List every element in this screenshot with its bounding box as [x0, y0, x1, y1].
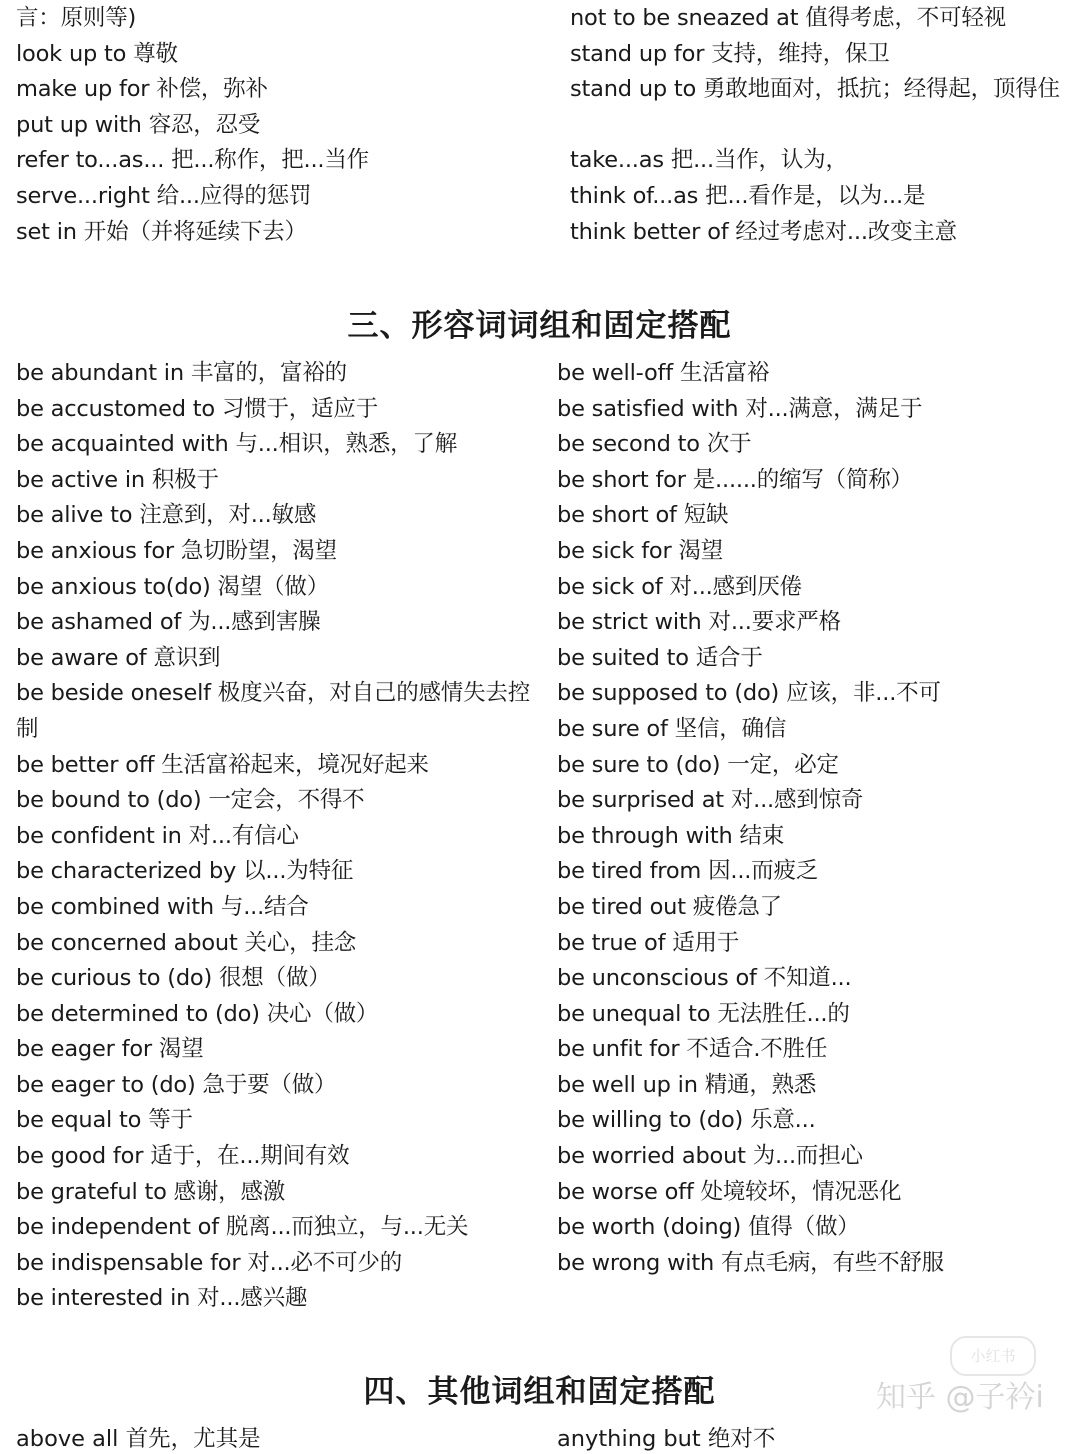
phrase-entry: stand up to 勇敢地面对，抵抗；经得起，顶得住 [570, 76, 1060, 103]
phrase-entry: not to be sneazed at 值得考虑，不可轻视 [570, 5, 1006, 31]
section-3-right-column [557, 356, 1077, 1281]
phrase-entry: be sure of 坚信，确信 [557, 715, 787, 742]
phrase-entry: be second to 次于 [557, 431, 752, 458]
phrase-entry: be alive to 注意到，对...敏感 [16, 502, 317, 529]
phrase-entry: be accustomed to 习惯于，适应于 [16, 395, 379, 422]
phrase-entry: be characterized by 以...为特征 [16, 858, 354, 885]
phrase-entry: be eager for 渴望 [16, 1036, 204, 1063]
phrase-entry: be unequal to 无法胜任...的 [557, 1000, 850, 1027]
phrase-entry: think of...as 把...看作是，以为...是 [570, 182, 926, 209]
phrase-entry: be better off 生活富裕起来，境况好起来 [16, 751, 429, 778]
top-right-column [570, 1, 1075, 250]
phrase-entry: be acquainted with 与...相识，熟悉，了解 [16, 431, 458, 458]
phrase-entry: be anxious to(do) 渴望（做） [16, 573, 330, 600]
phrase-entry: 言：原则等) [16, 5, 137, 31]
phrase-entry: be unfit for 不适合.不胜任 [557, 1036, 828, 1063]
phrase-entry: be willing to (do) 乐意... [557, 1107, 816, 1134]
phrase-entry: be beside oneself 极度兴奋，对自己的感情失去控制 [16, 680, 531, 742]
phrase-entry: be grateful to 感谢，感激 [16, 1178, 286, 1205]
phrase-entry: be abundant in 丰富的，富裕的 [16, 360, 347, 386]
phrase-entry: be suited to 适合于 [557, 644, 763, 671]
phrase-entry: be short for 是......的缩写（简称） [557, 466, 913, 493]
top-left-column [16, 1, 536, 250]
phrase-entry: be wrong with 有点毛病，有些不舒服 [557, 1249, 944, 1276]
phrase-entry: be concerned about 关心，挂念 [16, 929, 357, 956]
phrase-entry: be combined with 与...结合 [16, 893, 309, 920]
phrase-entry: be strict with 对...要求严格 [557, 609, 841, 636]
phrase-entry: be satisfied with 对...满意，满足于 [557, 395, 923, 422]
section-3-title: 三、形容词词组和固定搭配 [347, 308, 732, 344]
phrase-entry: set in 开始（并将延续下去） [16, 218, 307, 245]
bottom-cut-right: anything but 绝对不 [557, 1426, 776, 1452]
phrase-entry: be worried about 为...而担心 [557, 1143, 863, 1170]
phrase-entry: think better of 经过考虑对...改变主意 [570, 218, 957, 245]
phrase-entry: be through with 结束 [557, 822, 785, 849]
phrase-entry: be tired from 因...而疲乏 [557, 858, 819, 885]
phrase-entry: be good for 适于，在...期间有效 [16, 1143, 350, 1170]
section-3-left-column [16, 356, 536, 1317]
phrase-entry: put up with 容忍，忍受 [16, 111, 261, 138]
phrase-entry: be interested in 对...感兴趣 [16, 1285, 308, 1312]
phrase-entry: be confident in 对...有信心 [16, 822, 299, 849]
phrase-entry: be eager to (do) 急于要（做） [16, 1071, 337, 1098]
phrase-entry: be true of 适用于 [557, 929, 740, 956]
phrase-entry: stand up for 支持，维持，保卫 [570, 40, 890, 67]
phrase-entry: be independent of 脱离...而独立，与...无关 [16, 1214, 469, 1241]
phrase-entry: be indispensable for 对...必不可少的 [16, 1249, 403, 1276]
phrase-entry: be determined to (do) 决心（做） [16, 1000, 379, 1027]
phrase-entry: be curious to (do) 很想（做） [16, 965, 331, 992]
phrase-entry: be sick of 对...感到厌倦 [557, 573, 802, 600]
phrase-entry: be anxious for 急切盼望，渴望 [16, 537, 337, 564]
phrase-entry: be aware of 意识到 [16, 644, 221, 671]
phrase-entry: be short of 短缺 [557, 502, 729, 529]
watermark-text: 知乎 @子衿i [876, 1380, 1044, 1415]
phrase-entry: make up for 补偿，弥补 [16, 76, 268, 103]
watermark-logo: 小红书 [950, 1336, 1036, 1376]
phrase-entry: look up to 尊敬 [16, 40, 178, 67]
bottom-cut-left: above all 首先，尤其是 [16, 1426, 261, 1452]
phrase-entry: be supposed to (do) 应该，非...不可 [557, 680, 941, 707]
section-4-title: 四、其他词组和固定搭配 [363, 1374, 716, 1410]
phrase-entry: be well-off 生活富裕 [557, 360, 770, 386]
phrase-entry: be active in 积极于 [16, 466, 219, 493]
phrase-entry: take...as 把...当作，认为， [570, 147, 848, 174]
phrase-entry: be sure to (do) 一定，必定 [557, 751, 839, 778]
phrase-entry: be bound to (do) 一定会，不得不 [16, 787, 365, 814]
phrase-entry: be worth (doing) 值得（做） [557, 1214, 860, 1241]
phrase-entry: refer to...as... 把...称作，把...当作 [16, 147, 369, 174]
phrase-entry: be unconscious of 不知道... [557, 965, 852, 992]
phrase-entry: be tired out 疲倦急了 [557, 893, 782, 920]
phrase-entry: be sick for 渴望 [557, 537, 724, 564]
phrase-entry: be surprised at 对...感到惊奇 [557, 787, 864, 814]
phrase-entry: be equal to 等于 [16, 1107, 193, 1134]
phrase-entry: be worse off 处境较坏，情况恶化 [557, 1178, 902, 1205]
phrase-entry: serve...right 给...应得的惩罚 [16, 182, 312, 209]
phrase-entry: be ashamed of 为...感到害臊 [16, 609, 321, 636]
phrase-entry: be well up in 精通，熟悉 [557, 1071, 817, 1098]
